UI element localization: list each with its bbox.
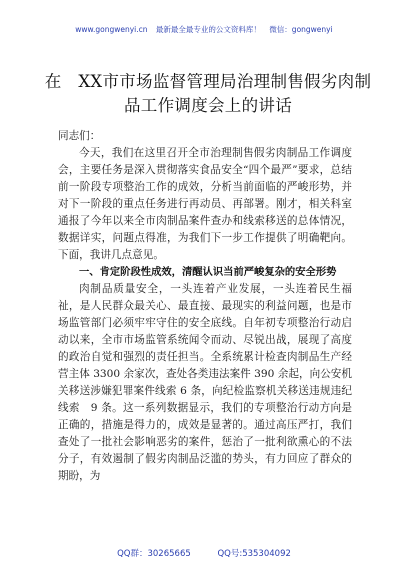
greeting: 同志们： — [58, 130, 101, 142]
site-url[interactable]: www.gongwenyi.cn — [75, 25, 148, 34]
document-title — [40, 70, 376, 118]
section-heading-1: 一、肯定阶段性成效，清醒认识当前严峻复杂的安全形势 — [79, 266, 337, 278]
site-slogan: 最新最全最专业的公文资料库！ — [155, 25, 261, 34]
wechat-id: 微信：gongwenyi — [269, 25, 333, 34]
paragraph-intro: 今天，我们在这里召开全市治理制售假劣肉制品工作调度会，主要任务是深入贯彻落实食品安全“四个最严”要求，总结前一阶段专项整治工作的成效，分析当前面临的严峻形势，并对下一阶段的重点任务进行再动员、再部署。刚才，相关科室通报了今年以来全市肉制品案件查办和线索移送的总体情况，数据详实，问题点得准，为我们下一步工作提供了明确靶向。下面，我讲几点意见。 — [58, 147, 352, 261]
site-header — [0, 24, 408, 35]
qq-group: QQ群：30265665 — [117, 549, 191, 559]
title-line-1: 在 XX市市场监督管理局治理制售假劣肉制 — [44, 72, 372, 91]
document-body — [58, 128, 352, 485]
site-footer — [0, 547, 408, 559]
paragraph-section-1: 肉制品质量安全，一头连着产业发展，一头连着民生福祉，是人民群众最关心、最直接、最现实的利益问题，也是市场监管部门必须牢牢守住的安全底线。自年初专项整治行动启动以来，全市市场监管系统闻令而动、尽锐出战，展现了高度的政治自觉和强烈的责任担当。全系统累计检查肉制品生产经营主体 3300 余家次，查处各类违法案件 390 余起，向公安机关移送涉嫌犯罪案件线索 6 条，向纪检监察机关移送违规违纪线索 9 条。这一系列数据显示，我们的专项整治行动方向是正确的，措施是得力的，成效是显著的。通过高压严打，我们查处了一批社会影响恶劣的案件，惩治了一批利欲熏心的不法分子，有效遏制了假劣肉制品泛滥的势头，有力回应了群众的期盼，为 — [58, 283, 352, 482]
qq-number: QQ号:535304092 — [217, 549, 291, 559]
title-line-2: 品工作调度会上的讲话 — [124, 96, 292, 115]
